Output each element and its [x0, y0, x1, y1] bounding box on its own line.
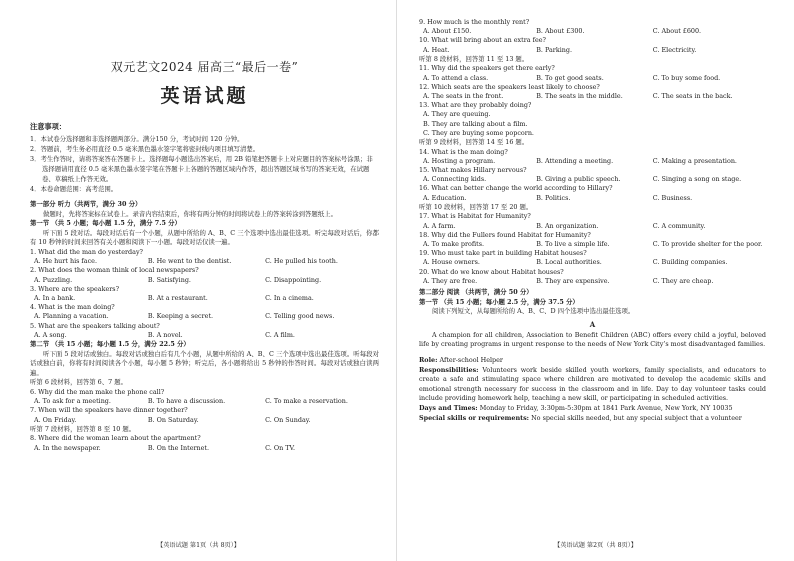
- option: A. In a bank.: [34, 293, 76, 302]
- option: B. Local authorities.: [536, 258, 602, 267]
- option: A. To make profits.: [423, 240, 485, 249]
- passage-intro: A champion for all children, Association to Benefit Children (ABC) offers every child a joyful, beloved life by creating programs in urgent response to the needs of New York City’s most disadvantaged families.: [419, 330, 766, 349]
- note-item: 4．本卷命题范围：高考范围。: [30, 185, 118, 193]
- option: B. On Saturday.: [147, 415, 199, 424]
- option: A. Planning a vacation.: [34, 312, 109, 321]
- option: B. A novel.: [147, 330, 183, 339]
- option: C. Telling good news.: [265, 312, 335, 321]
- option: B. The seats in the middle.: [536, 92, 623, 101]
- option: C. Business.: [652, 193, 693, 202]
- option: A. About £150.: [423, 27, 472, 36]
- question-options: [419, 175, 766, 184]
- question-text: 9. How much is the monthly rent?: [419, 18, 530, 26]
- option: B. Attending a meeting.: [536, 156, 614, 165]
- option: A. Heat.: [423, 45, 450, 54]
- option: B. Satisfying.: [147, 275, 191, 284]
- days-label: Days and Times:: [419, 404, 478, 412]
- question-options: [419, 27, 766, 36]
- question-text: 4. What is the man doing?: [30, 303, 115, 312]
- question-text: 3. Where are the speakers?: [30, 284, 120, 293]
- option: C. To provide shelter for the poor.: [652, 240, 763, 249]
- option: A. The seats in the front.: [423, 92, 504, 101]
- question-options: [30, 294, 379, 303]
- option: B. On the Internet.: [147, 443, 210, 452]
- option: C. Disappointing.: [265, 275, 322, 284]
- option: A. A song.: [34, 330, 67, 339]
- question-text: 20. What do we know about Habitat houses?: [419, 267, 564, 276]
- question-text: 13. What are they probably doing?: [419, 101, 532, 110]
- option: B. To have a discussion.: [147, 397, 226, 406]
- option: C. Singing a song on stage.: [652, 175, 742, 184]
- question-options: [419, 92, 766, 101]
- question-text: 19. Who must take part in building Habitat houses?: [419, 249, 587, 258]
- question-options: [419, 258, 766, 267]
- role-line: [419, 356, 766, 366]
- days-text: Monday to Friday, 3:30pm-5:30pm at 1841 Park Avenue, New York, NY 10035: [479, 404, 733, 412]
- question-options: [30, 397, 379, 406]
- option: C. On TV.: [265, 443, 296, 452]
- option: C. On Sunday.: [265, 415, 311, 424]
- question-text: 5. What are the speakers talking about?: [30, 321, 160, 330]
- option: B. They are talking about a film.: [423, 119, 528, 128]
- question-text: 14. What is the man doing?: [419, 147, 508, 156]
- section2-intro: 听下面 5 段对话或独白。每段对话或独白后有几个小题，从题中所给的 A、B、C 三个选项中选出最佳选项。听每段对话或独白前，你将有时间阅读各个小题，每小题 5 秒钟；听完后，各小题将给出 5 秒钟的作答时间。每段对话或独白读两遍。: [30, 349, 379, 377]
- listen-instruction: 听第 8 段材料，回答第 11 至 13 题。: [419, 54, 529, 63]
- exam-subject: 英语试题: [160, 85, 249, 107]
- page-footer: 【英语试题 第1页（共 8页）】: [157, 542, 240, 549]
- question-options: [30, 312, 379, 321]
- section1-intro: 听下面 5 段对话。每段对话后有一个小题，从题中所给的 A、B、C 三个选项中选出最佳选项。听完每段对话后，你都有 10 秒钟的时间来回答有关小题和阅读下一小题。每段对话仅读一遍。: [30, 228, 379, 247]
- option: C. Electricity.: [652, 45, 697, 54]
- question-text: 16. What can better change the world according to Hillary?: [419, 184, 613, 193]
- option: B. To get good seats.: [536, 73, 604, 82]
- option: B. Keeping a secret.: [147, 312, 214, 321]
- option: A. To attend a class.: [423, 73, 489, 82]
- question-options: [419, 240, 766, 249]
- option: C. They are cheap.: [652, 276, 714, 285]
- option: C. The seats in the back.: [652, 92, 733, 101]
- question-options: [30, 331, 379, 340]
- option: B. Politics.: [536, 193, 571, 202]
- option: A. They are queuing.: [423, 110, 491, 119]
- option: B. At a restaurant.: [147, 293, 208, 302]
- option: C. To make a reservation.: [265, 397, 348, 406]
- option: A. They are free.: [423, 276, 478, 285]
- question-options: [30, 276, 379, 285]
- option: A. Connecting kids.: [423, 175, 487, 184]
- option: A. In the newspaper.: [34, 443, 101, 452]
- option: B. An organization.: [536, 221, 599, 230]
- option: B. About £300.: [536, 27, 585, 36]
- page-footer: 【英语试题 第2页（共 8页）】: [554, 542, 637, 549]
- option: B. Giving a public speech.: [536, 175, 621, 184]
- listen-instruction: 听第 10 段材料，回答第 17 至 20 题。: [419, 202, 533, 211]
- question-text: 12. Which seats are the speakers least likely to choose?: [419, 82, 600, 91]
- skills-line: [419, 414, 766, 424]
- question-options: [419, 222, 766, 231]
- skills-label: Special skills or requirements:: [419, 413, 530, 422]
- option: B. They are expensive.: [536, 276, 610, 285]
- part1-intro: 做题时，先将答案标在试卷上。录音内容结束后，你将有两分钟的时间将试卷上的答案转涂到答题纸上。: [43, 209, 337, 218]
- option: A. To ask for a meeting.: [34, 397, 111, 406]
- exam-page-2: [397, 0, 794, 561]
- option: A. Education.: [423, 193, 467, 202]
- question-text: 7. When will the speakers have dinner together?: [30, 406, 188, 415]
- part2-intro: 阅读下列短文，从每题所给的 A、B、C、D 四个选项中选出最佳选项。: [432, 307, 635, 316]
- notes-list: [30, 134, 379, 194]
- question-options: [419, 157, 766, 166]
- responsibilities-line: [419, 366, 766, 404]
- option: A. House owners.: [423, 258, 480, 267]
- question-group-a: [30, 248, 379, 340]
- part1-heading: 第一部分 听力（共两节，满分 30 分）: [30, 200, 142, 208]
- option: A. On Friday.: [34, 415, 77, 424]
- notes-heading: 注意事项：: [30, 122, 66, 131]
- role-label: Role:: [419, 356, 438, 365]
- question-group-b: [30, 388, 379, 425]
- question-options: [419, 277, 766, 286]
- exam-title: 双元艺文2024 届高三“最后一卷”: [110, 60, 299, 74]
- question-options: [30, 416, 379, 425]
- question-options: [419, 74, 766, 83]
- option: A. Puzzling.: [34, 275, 73, 284]
- option: C. Making a presentation.: [652, 156, 737, 165]
- question-text: 15. What makes Hillary nervous?: [419, 166, 527, 175]
- passage-letter: A: [589, 319, 596, 329]
- question-text: 17. What is Habitat for Humanity?: [419, 212, 531, 221]
- question-options: [30, 257, 379, 266]
- option: B. Parking.: [536, 45, 572, 54]
- role-text: After-school Helper: [439, 356, 503, 365]
- option: C. A community.: [652, 221, 706, 230]
- responsibilities-text: Volunteers work beside skilled youth workers, family specialists, and educators to create a safe and stimulating space where children are motivated to develop the academic skills and emotional strength necessary for success in the classroom and in life. Day to day volunteer tasks could include providing homework help, teaching a new skill, or participating in scheduled activities.: [419, 365, 766, 403]
- question-options: [419, 194, 766, 203]
- listen-instruction: 听第 6 段材料，回答第 6、7 题。: [30, 378, 128, 387]
- days-line: [419, 404, 766, 414]
- section1-heading: 第一节 （共 5 小题；每小题 1.5 分，满分 7.5 分）: [30, 219, 181, 228]
- question-options: [419, 46, 766, 55]
- listen-instruction: 听第 9 段材料，回答第 14 至 16 题。: [419, 138, 529, 147]
- section2-heading: 第二节 （共 15 小题；每小题 1.5 分，满分 22.5 分）: [30, 340, 190, 348]
- option: C. They are buying some popcorn.: [423, 128, 534, 137]
- option: B. To live a simple life.: [536, 240, 610, 249]
- option: C. In a cinema.: [265, 293, 314, 302]
- option: A. A farm.: [423, 221, 456, 230]
- option: A. Hosting a program.: [423, 156, 496, 165]
- listen-instruction: 听第 7 段材料，回答第 8 至 10 题。: [30, 424, 136, 433]
- option: C. Building companies.: [652, 258, 728, 267]
- option: C. To buy some food.: [652, 73, 721, 82]
- question-text: 8. Where did the woman learn about the apartment?: [30, 434, 201, 443]
- option: C. A film.: [265, 330, 295, 339]
- note-item: 3．考生作答时，请将答案答在答题卡上。选择题每小题选出答案后，用 2B 铅笔把答题卡上对应题目的答案标号涂黑；非选择题请用直径 0.5 毫米黑色墨水签字笔在答题卡上各题的答题区域内作答，超出答题区域书写的答案无效，在试题卷、草稿纸上作答无效。: [30, 155, 373, 183]
- option: C. About £600.: [652, 27, 702, 36]
- skills-text: No special skills needed, but any special subject that a volunteer: [531, 413, 742, 422]
- responsibilities-label: Responsibilities:: [419, 365, 479, 374]
- note-item: 2．答题前，考生务必用直径 0.5 毫米黑色墨水签字笔将密封线内项目填写清楚。: [30, 145, 260, 153]
- part2-section1-heading: 第一节 （共 15 小题；每小题 2.5 分，满分 37.5 分）: [419, 297, 579, 306]
- question-text: 2. What does the woman think of local newspapers?: [30, 266, 199, 275]
- question-text: 6. Why did the man make the phone call?: [30, 387, 165, 396]
- option: C. He pulled his tooth.: [265, 257, 338, 266]
- question-options: [30, 444, 379, 453]
- question-text: 10. What will bring about an extra fee?: [419, 36, 546, 45]
- option: A. He hurt his face.: [34, 257, 97, 266]
- question-text: 18. Why did the Fullers found Habitat for Humanity?: [419, 230, 591, 239]
- question-text: 1. What did the man do yesterday?: [30, 247, 143, 256]
- part2-heading: 第二部分 阅读 （共两节，满分 50 分）: [419, 288, 533, 297]
- note-item: 1．本试卷分选择题和非选择题两部分。满分150 分，考试时间 120 分钟。: [30, 135, 244, 143]
- option: B. He went to the dentist.: [147, 257, 232, 266]
- question-text: 11. Why did the speakers get there early?: [419, 64, 555, 73]
